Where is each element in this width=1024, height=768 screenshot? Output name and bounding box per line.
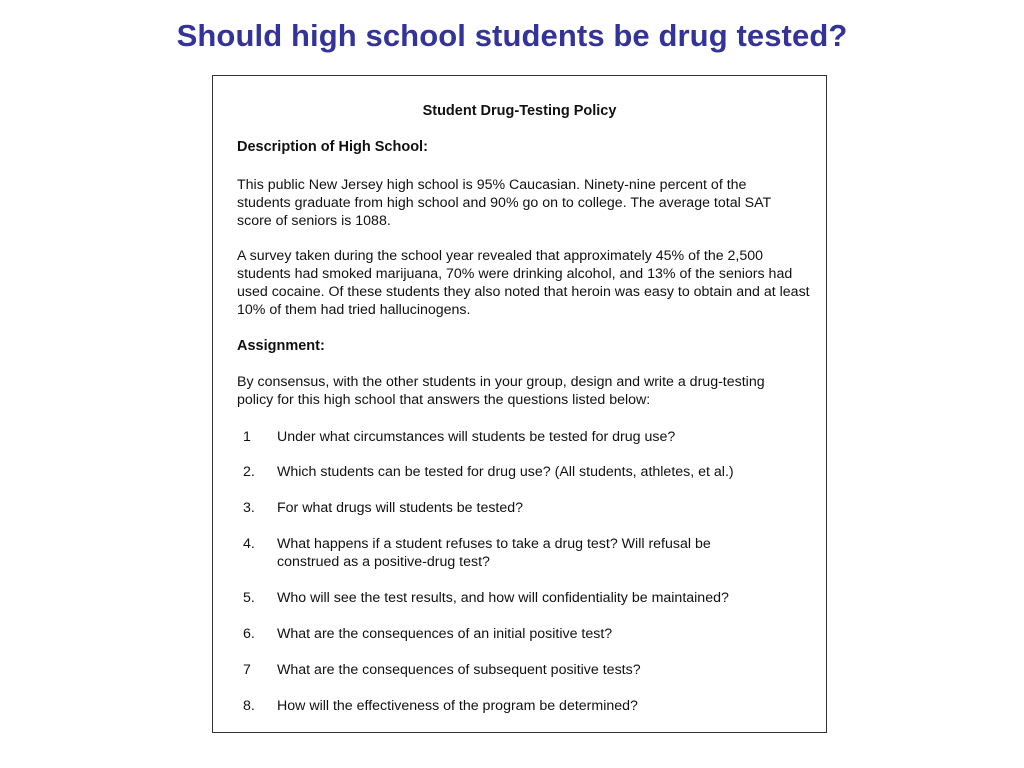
question-number: 6. <box>243 626 255 642</box>
document-title: Student Drug-Testing Policy <box>422 103 617 119</box>
description-paragraph-1: This public New Jersey high school is 95% Caucasian. Ninety-nine percent of the students graduate from high school and 90% go on to college. The average total SAT score of seniors is 1088. <box>237 177 771 229</box>
question-text: What are the consequences of an initial positive test? <box>277 626 613 642</box>
question-item <box>243 535 763 571</box>
question-text: Under what circumstances will students be tested for drug use? <box>277 429 676 445</box>
question-number: 4. <box>243 536 255 552</box>
question-text: Who will see the test results, and how will confidentiality be maintained? <box>277 590 729 606</box>
question-text: What happens if a student refuses to take a drug test? Will refusal be construed as a positive-drug test? <box>277 536 711 570</box>
question-item <box>243 463 803 481</box>
question-text: How will the effectiveness of the program be determined? <box>277 698 638 714</box>
question-text: For what drugs will students be tested? <box>277 500 524 516</box>
question-item <box>243 499 803 517</box>
question-item <box>243 661 803 679</box>
question-item <box>243 428 803 446</box>
question-number: 3. <box>243 500 255 516</box>
description-paragraph-2: A survey taken during the school year revealed that approximately 45% of the 2,500 students had smoked marijuana, 70% were drinking alcohol, and 13% of the seniors had used cocaine. Of these students they also noted that heroin was easy to obtain and at least 10% of them had tried hallucinogens. <box>237 248 810 318</box>
question-text: What are the consequences of subsequent positive tests? <box>277 662 641 678</box>
question-number: 2. <box>243 464 255 480</box>
assignment-heading: Assignment: <box>237 338 325 354</box>
slide-title: Should high school students be drug tested? <box>176 18 848 53</box>
scanned-document <box>212 75 827 733</box>
question-number: 1 <box>243 429 251 445</box>
description-heading: Description of High School: <box>237 139 428 155</box>
question-text: Which students can be tested for drug use? (All students, athletes, et al.) <box>277 464 734 480</box>
question-item <box>243 589 803 607</box>
question-number: 7 <box>243 662 251 678</box>
question-item <box>243 697 803 715</box>
assignment-paragraph: By consensus, with the other students in your group, design and write a drug-testing policy for this high school that answers the questions listed below: <box>237 374 765 408</box>
question-number: 8. <box>243 698 255 714</box>
question-item <box>243 625 803 643</box>
question-number: 5. <box>243 590 255 606</box>
